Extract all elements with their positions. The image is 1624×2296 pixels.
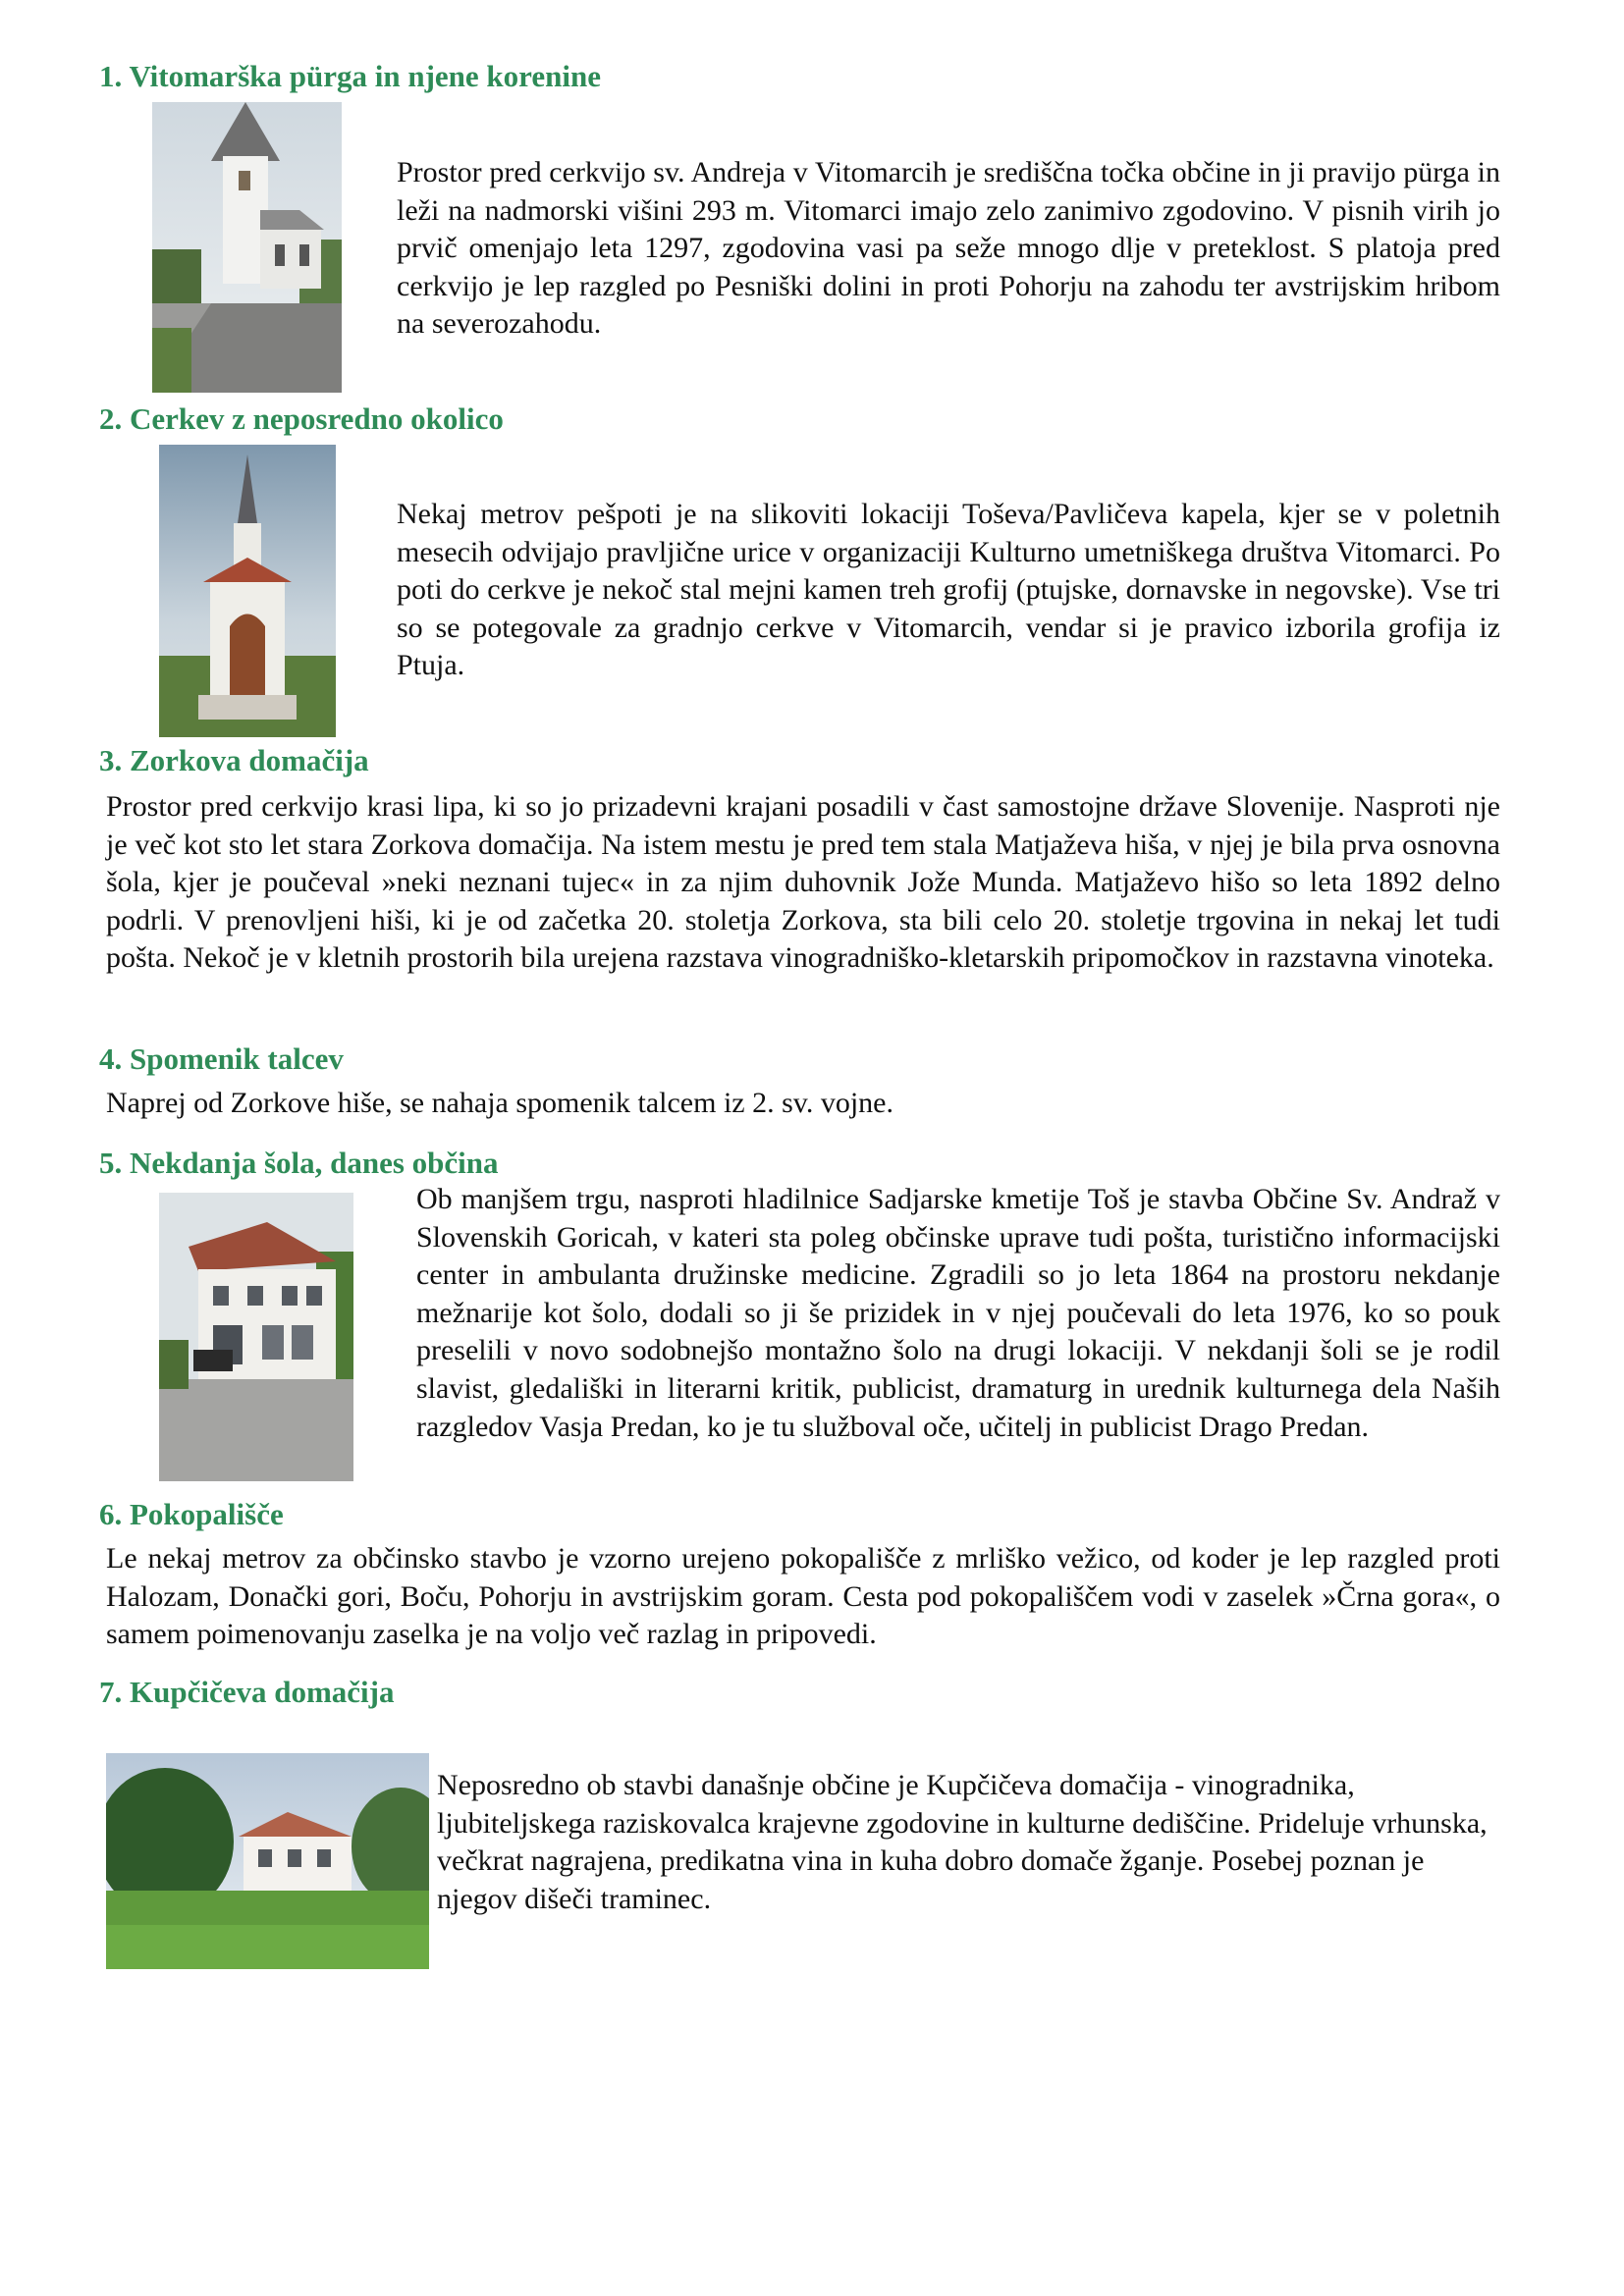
municipality-building-photo [159, 1193, 353, 1481]
section-1-text: Prostor pred cerkvijo sv. Andreja v Vitomarcih je središčna točka občine in ji pravijo pürga in leži na nadmorski višini 293 m. Vitomarci imajo zelo zanimivo zgodovino. V pisnih virih jo prvič omenjajo leta 1297, zgodovina vasi pa seže mnogo dlje v preteklost. S platoja pred cerkvijo je lep razgled po Pesniški dolini in proti Pohorju na zahodu ter avstrijskim hribom na severozahodu. [397, 156, 1500, 341]
section-2-text: Nekaj metrov pešpoti je na slikoviti lokaciji Toševa/Pavličeva kapela, kjer se v poletnih mesecih odvijajo pravljične urice v organizaciji Kulturno umetniškega društva Vitomarci. Po poti do cerkve je nekoč stal mejni kamen treh grofij (ptujske, dornavske in negovske). Vse tri so se potegovale za gradnjo cerkve v Vitomarcih, vendar si je pravico izborila grofija iz Ptuja. [397, 498, 1500, 682]
section-4-text: Naprej od Zorkove hiše, se nahaja spomenik talcem iz 2. sv. vojne. [106, 1087, 893, 1119]
church-photo [152, 102, 342, 393]
section-5-title: 5. Nekdanja šola, danes občina [99, 1146, 499, 1180]
chapel-photo [159, 445, 336, 737]
section-7-text: Neposredno ob stavbi današnje občine je Kupčičeva domačija - vinogradnika, ljubiteljskega raziskovalca krajevne zgodovine in kulturne dediščine. Prideluje vrhunska, večkrat nagrajena, predikatna vina in kuha dobro domače žganje. Posebej poznan je njegov dišeči traminec. [437, 1769, 1488, 1915]
section-3-title: 3. Zorkova domačija [99, 743, 369, 777]
section-7-title: 7. Kupčičeva domačija [99, 1675, 395, 1709]
section-6-title: 6. Pokopališče [99, 1497, 284, 1531]
section-4-title: 4. Spomenik talcev [99, 1041, 344, 1076]
homestead-photo [106, 1753, 429, 1969]
section-1-title: 1. Vitomarška pürga in njene korenine [99, 59, 601, 93]
section-3-text: Prostor pred cerkvijo krasi lipa, ki so jo prizadevni krajani posadili v čast samostojne države Slovenije. Nasproti nje je več kot sto let stara Zorkova domačija. Na istem mestu je pred tem stala Matjaževa hiša, v njej je bila prva osnovna šola, kjer je poučeval »neki neznani tujec« in za njim duhovnik Jože Munda. Matjaževo hišo so leta 1892 delno podrli. V prenovljeni hiši, ki je od začetka 20. stoletja Zorkova, sta bili celo 20. stoletje trgovina in nekaj let tudi pošta. Nekoč je v kletnih prostorih bila urejena razstava vinogradniško-kletarskih pripomočkov in razstavna vinoteka. [106, 790, 1500, 975]
section-2-title: 2. Cerkev z neposredno okolico [99, 401, 504, 436]
section-6-text: Le nekaj metrov za občinsko stavbo je vzorno urejeno pokopališče z mrliško vežico, od koder je lep razgled proti Halozam, Donački gori, Boču, Pohorju in avstrijskim goram. Cesta pod pokopališčem vodi v zaselek »Črna gora«, o samem poimenovanju zaselka je na voljo več razlag in pripovedi. [106, 1542, 1500, 1651]
section-5-text: Ob manjšem trgu, nasproti hladilnice Sadjarske kmetije Toš je stavba Občine Sv. Andraž v Slovenskih Goricah, v kateri sta poleg občinske uprave tudi pošta, turistično informacijski center in ambulanta družinske medicine. Zgradili so jo leta 1864 na prostoru nekdanje mežnarije kot šolo, dodali so ji še prizidek in v njej poučevali do leta 1976, ko so pouk preselili v novo sodobnejšo montažno šolo na drugi lokaciji. V nekdanji šoli se je rodil slavist, gledališki in literarni kritik, publicist, dramaturg in urednik kulturnega dela Naših razgledov Vasja Predan, ko je tu služboval oče, učitelj in publicist Drago Predan. [416, 1183, 1500, 1443]
